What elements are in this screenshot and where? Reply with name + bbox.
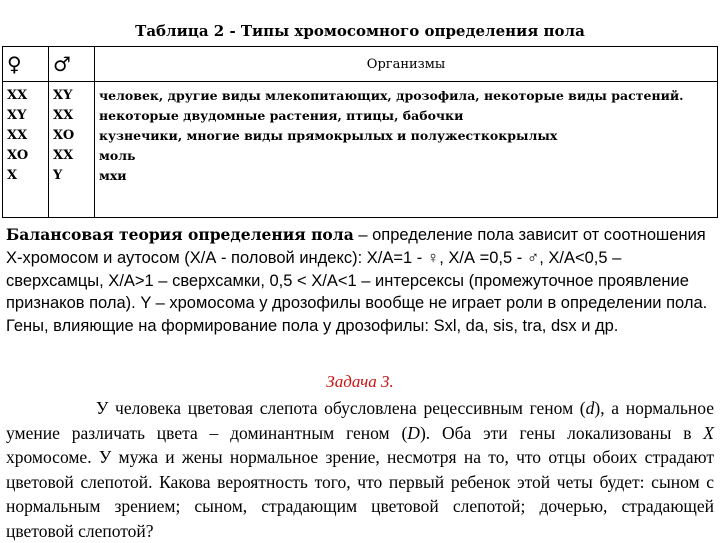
task-text-3: ). Оба эти гены локализованы в xyxy=(419,422,704,443)
organism-line-5: мхи xyxy=(99,168,127,183)
male-chromosome-3: XO xyxy=(53,128,75,143)
male-chromosome-1: XY xyxy=(53,88,73,103)
female-chromosome-2: XY xyxy=(7,108,27,123)
chromosome-x: X xyxy=(703,422,714,443)
female-chromosome-5: X xyxy=(7,168,18,183)
female-chromosome-4: XO xyxy=(7,148,29,163)
sex-determination-table xyxy=(2,46,718,218)
task-text-1: У человека цветовая слепота обусловлена рецессивным геном ( xyxy=(96,398,586,418)
organism-line-1: человек, другие виды млекопитающих, дрозофила, некоторые виды растений. xyxy=(99,88,684,103)
female-chromosome-3: XX xyxy=(7,128,28,143)
male-symbol-icon: ♂ xyxy=(49,47,95,82)
balance-theory-term: Балансовая теория определения пола xyxy=(6,225,354,244)
table-header-row xyxy=(3,47,718,82)
female-chromosome-1: XX xyxy=(7,88,28,103)
table-body-row xyxy=(3,82,718,218)
task-text-4: хромосоме. У мужа и жены нормальное зрение, несмотря на то, что отцы обоих страдают цветовой слепотой. Какова вероятность того, что первый ребенок этой четы будет: сыном с нормальным зрением; сыном, страдающим цветовой слепотой; дочерью, страдающей цветовой слепотой? xyxy=(6,447,714,541)
gene-recessive: d xyxy=(585,398,595,418)
male-chromosome-5: Y xyxy=(53,168,63,183)
female-chromosomes-cell xyxy=(3,82,49,218)
balance-theory-text: – определение пола зависит от соотношения Х-хромосом и аутосом (Х/А - половой индекс): Х/А=1 - ♀, Х/А =0,5 - ♂, Х/А<0,5 – сверхсамцы, Х/А>1 – сверхсамки, 0,5 < Х/А<1 – интерсексы (промежуточное проявление признаков пола). Y – хромосома у дрозофилы вообще не играет роли в определении пола. Гены, влияющие на формирование пола у дрозофилы: Sxl, da, sis, tra, dsx и др. xyxy=(6,226,708,336)
male-chromosome-4: XX xyxy=(53,148,74,163)
female-symbol-icon: ♀ xyxy=(3,47,49,82)
task-title: Задача 3. xyxy=(326,372,394,391)
gene-dominant: D xyxy=(407,422,420,443)
organism-line-3: кузнечики, многие виды прямокрылых и полужесткокрылых xyxy=(99,128,558,143)
task-paragraph xyxy=(6,396,714,543)
male-chromosomes-cell xyxy=(49,82,95,218)
organisms-header: Организмы xyxy=(95,47,718,82)
balance-theory-paragraph xyxy=(6,224,716,338)
organism-line-2: некоторые двудомные растения, птицы, бабочки xyxy=(99,108,464,123)
task-text-2: ), а нормальное умение различать цвета – доминантным геном ( xyxy=(6,398,714,443)
male-chromosome-2: XX xyxy=(53,108,74,123)
table-caption: Таблица 2 - Типы хромосомного определения пола xyxy=(135,22,585,40)
organisms-cell xyxy=(95,82,718,218)
organism-line-4: моль xyxy=(99,148,136,163)
